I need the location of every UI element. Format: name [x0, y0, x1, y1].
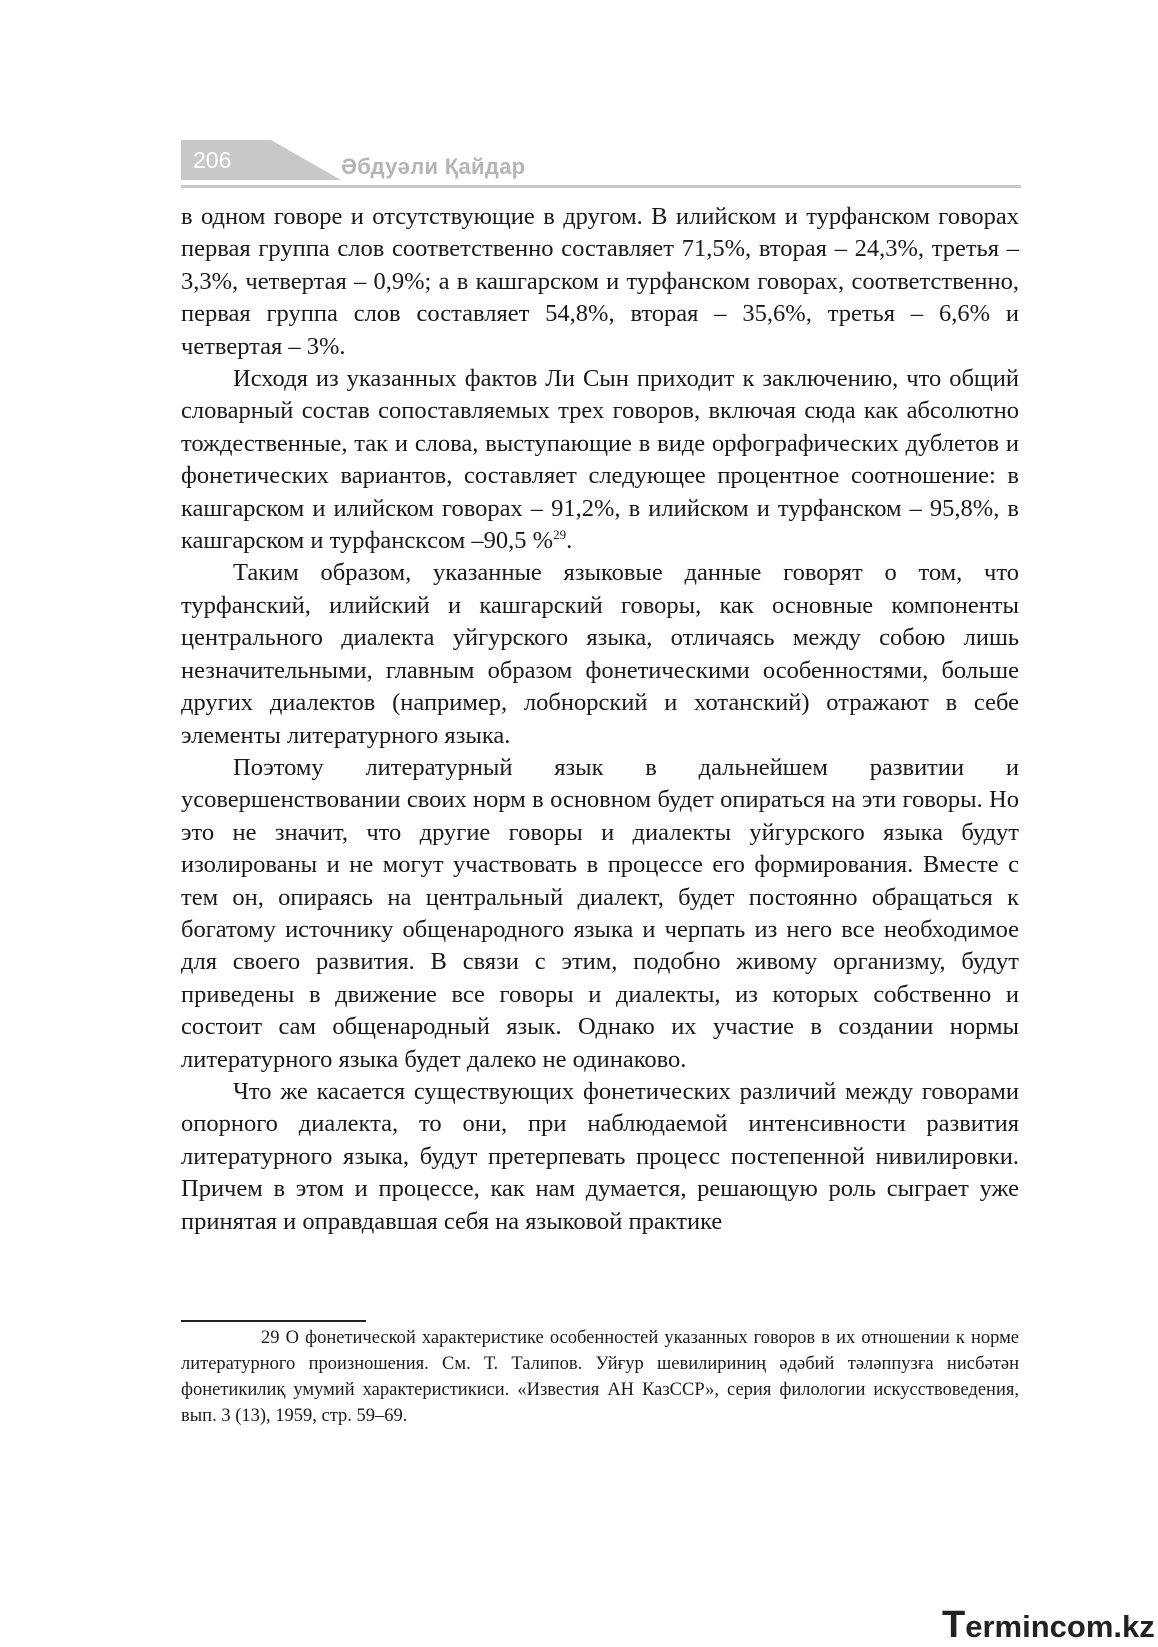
paragraph-5: Что же касается существующих фонетических различий между говорами опорного диалекта, то они, при наблюдаемой интенсивности развития литературного языка, будут претерпевать процесс постепенной нивилировки. Причем в этом и процессе, как нам думается, решающую роль сыграет уже принятая и оправдавшая себя на языковой практике [181, 1077, 1019, 1235]
running-head-author: Әбдуәли Қайдар [341, 154, 526, 179]
running-header [181, 140, 1021, 190]
paragraph-4: Поэтому литературный язык в дальнейшем развитии и усовершенствовании своих норм в основном будет опираться на эти говоры. Но это не значит, что другие говоры и диалекты уйгурского языка будут изолированы и не могут участвовать в процессе его формирования. Вместе с тем он, опираясь на центральный диалект, будет постоянно обращаться к богатому источнику общенародного языка и черпать из него все необходимое для своего развития. В связи с этим, подобно живому организму, будут приведены в движение все говоры и диалекты, из которых собственно и состоит сам общенародный язык. Однако их участие в создании нормы литературного языка будет далеко не одинаково. [181, 753, 1019, 1073]
watermark-t: T [942, 1604, 966, 1646]
footnote-reference[interactable]: 29 [553, 526, 567, 542]
paragraph-1: в одном говоре и отсутствующие в другом. В илийском и турфанском говорах первая группа слов соответственно составляет 71,5%, вторая – 24,3%, третья – 3,3%, четвертая – 0,9%; а в кашгарском и турфанском говорах, соответственно, первая группа слов составляет 54,8%, вторая – 35,6%, третья – 6,6% и четвертая – 3%. [181, 203, 1019, 360]
watermark-magnifier-icon: o [1066, 1609, 1086, 1644]
termincom-watermark [942, 1604, 1155, 1647]
paragraph-2-text: Исходя из указанных фактов Ли Сын приходит к заключению, что общий словарный состав сопоставляемых трех говоров, включая сюда как абсолютно тождественные, так и слова, выступающие в виде орфографических дублетов и фонетических вариантов, составляет следующее процентное соотношение: в кашгарском и илийском говорах – 91,2%, в илийском и турфанском – 95,8%, в кашгарском и турфанскcом –90,5 % [181, 365, 1019, 555]
page-number: 206 [181, 140, 271, 180]
watermark-text: erminc [965, 1609, 1067, 1644]
header-rule [181, 185, 1021, 188]
watermark-tail: m.kz [1085, 1609, 1155, 1644]
paragraph-3: Таким образом, указанные языковые данные говорят о том, что турфанский, илийский и кашгарский говоры, как основные компоненты центрального диалекта уйгурского языка, отличаясь между собою лишь незначительными, главным образом фонетическими особенностями, больше других диалектов (например, лобнорский и хотанский) отражают в себе элементы литературного языка. [181, 559, 1019, 749]
footnote-rule [181, 1320, 366, 1322]
main-text [181, 201, 1019, 1238]
footnote: 29 О фонетической характеристике особенностей указанных говоров в их отношении к норме литературного произношения. См. Т. Талипов. Уйғур шевилириниң әдәбий тәләппузға нисбәтән фонетикилиқ умумий характеристикиси. «Известия АН КазССР», серия филологии искусствоведения, вып. 3 (13), 1959, стр. 59–69. [181, 1328, 1019, 1426]
paragraph-2-end: . [566, 527, 573, 555]
header-tab-slope [271, 140, 341, 180]
paragraph-2 [181, 363, 1019, 557]
